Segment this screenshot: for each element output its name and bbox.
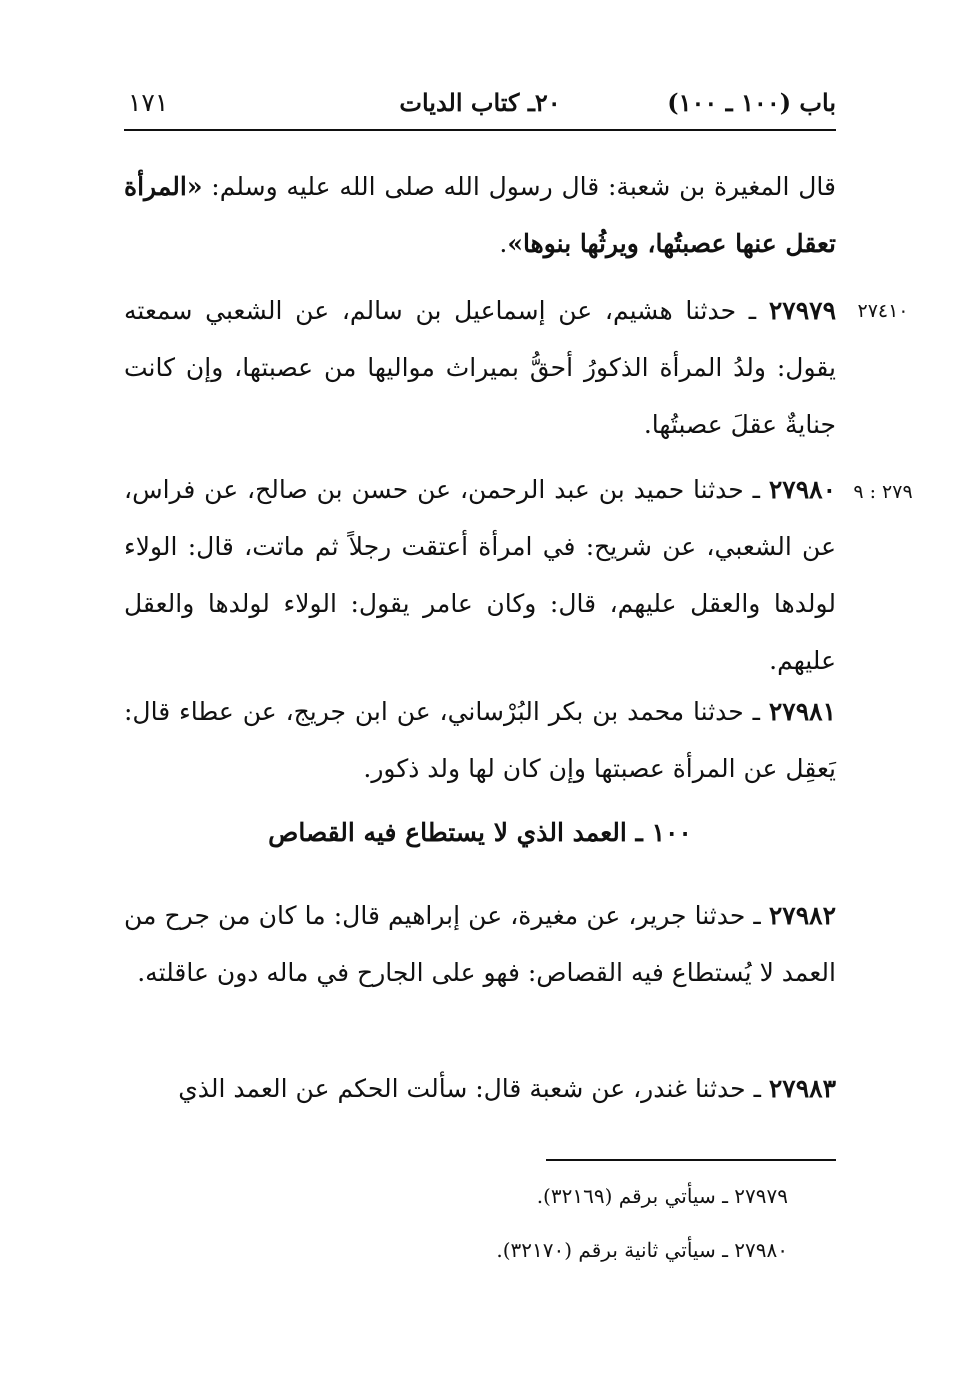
hadith-text: ـ حدثنا محمد بن بكر البُرْساني، عن ابن جريج، عن عطاء قال: يَعقِل عن المرأة عصبتها وإن كان لها ولد ذكور. (124, 697, 836, 783)
paragraph-text: قال المغيرة بن شعبة: قال رسول الله صلى الله عليه وسلم: (202, 172, 836, 201)
footnote-rule (546, 1159, 836, 1161)
hadith-text: ـ حدثنا جرير، عن مغيرة، عن إبراهيم قال: ما كان من جرح من العمد لا يُستطاع فيه القصاص: فهو على الجارح في ماله دون عاقلته. (124, 901, 836, 987)
paragraph-intro (124, 158, 836, 272)
hadith-27982 (124, 887, 836, 1001)
book-title: ٢٠ـ كتاب الديات (399, 88, 561, 117)
hadith-quote: «المرأة تعقل عنها عصبتُها، ويرثُها بنوها» (124, 172, 836, 258)
hadith-number: ٢٧٩٨٣ (768, 1074, 836, 1103)
section-heading: ١٠٠ ـ العمد الذي لا يستطاع فيه القصاص (268, 818, 692, 847)
running-header (124, 82, 836, 122)
margin-reference: ٢٧٤١٠ (857, 300, 909, 322)
page-number: ١٧١ (128, 88, 169, 117)
margin-reference: ٢٧٩ : ٩ (853, 481, 913, 503)
paragraph-end: . (499, 229, 508, 258)
chapter-range: باب (١٠٠ ـ ١٠٠) (667, 88, 836, 117)
footnote: ٢٧٩٧٩ ـ سيأتي برقم (٣٢١٦٩). (536, 1184, 788, 1208)
hadith-27981 (124, 683, 836, 797)
hadith-number: ٢٧٩٧٩ (768, 296, 836, 325)
hadith-text: ـ حدثنا غندر، عن شعبة قال: سألت الحكم عن العمد الذي (178, 1074, 769, 1103)
hadith-number: ٢٧٩٨٢ (768, 901, 836, 930)
hadith-number: ٢٧٩٨١ (768, 697, 836, 726)
header-rule (124, 129, 836, 131)
hadith-text: ـ حدثنا هشيم، عن إسماعيل بن سالم، عن الشعبي سمعته يقول: ولدُ المرأة الذكورُ أحقُّ بميراث مواليها من عصبتها، وإن كانت جنايةٌ عقلَ عصبتُها. (124, 296, 836, 439)
footnote: ٢٧٩٨٠ ـ سيأتي ثانية برقم (٣٢١٧٠). (496, 1238, 788, 1262)
hadith-27980 (124, 461, 836, 689)
hadith-27979 (124, 282, 836, 453)
hadith-number: ٢٧٩٨٠ (768, 475, 836, 504)
hadith-27983 (124, 1060, 836, 1117)
hadith-text: ـ حدثنا حميد بن عبد الرحمن، عن حسن بن صالح، عن فراس، عن الشعبي، عن شريح: في امرأة أعتقت رجلاً ثم ماتت، قال: الولاء لولدها والعقل عليهم، قال: وكان عامر يقول: الولاء لولدها والعقل عليهم. (124, 475, 836, 675)
